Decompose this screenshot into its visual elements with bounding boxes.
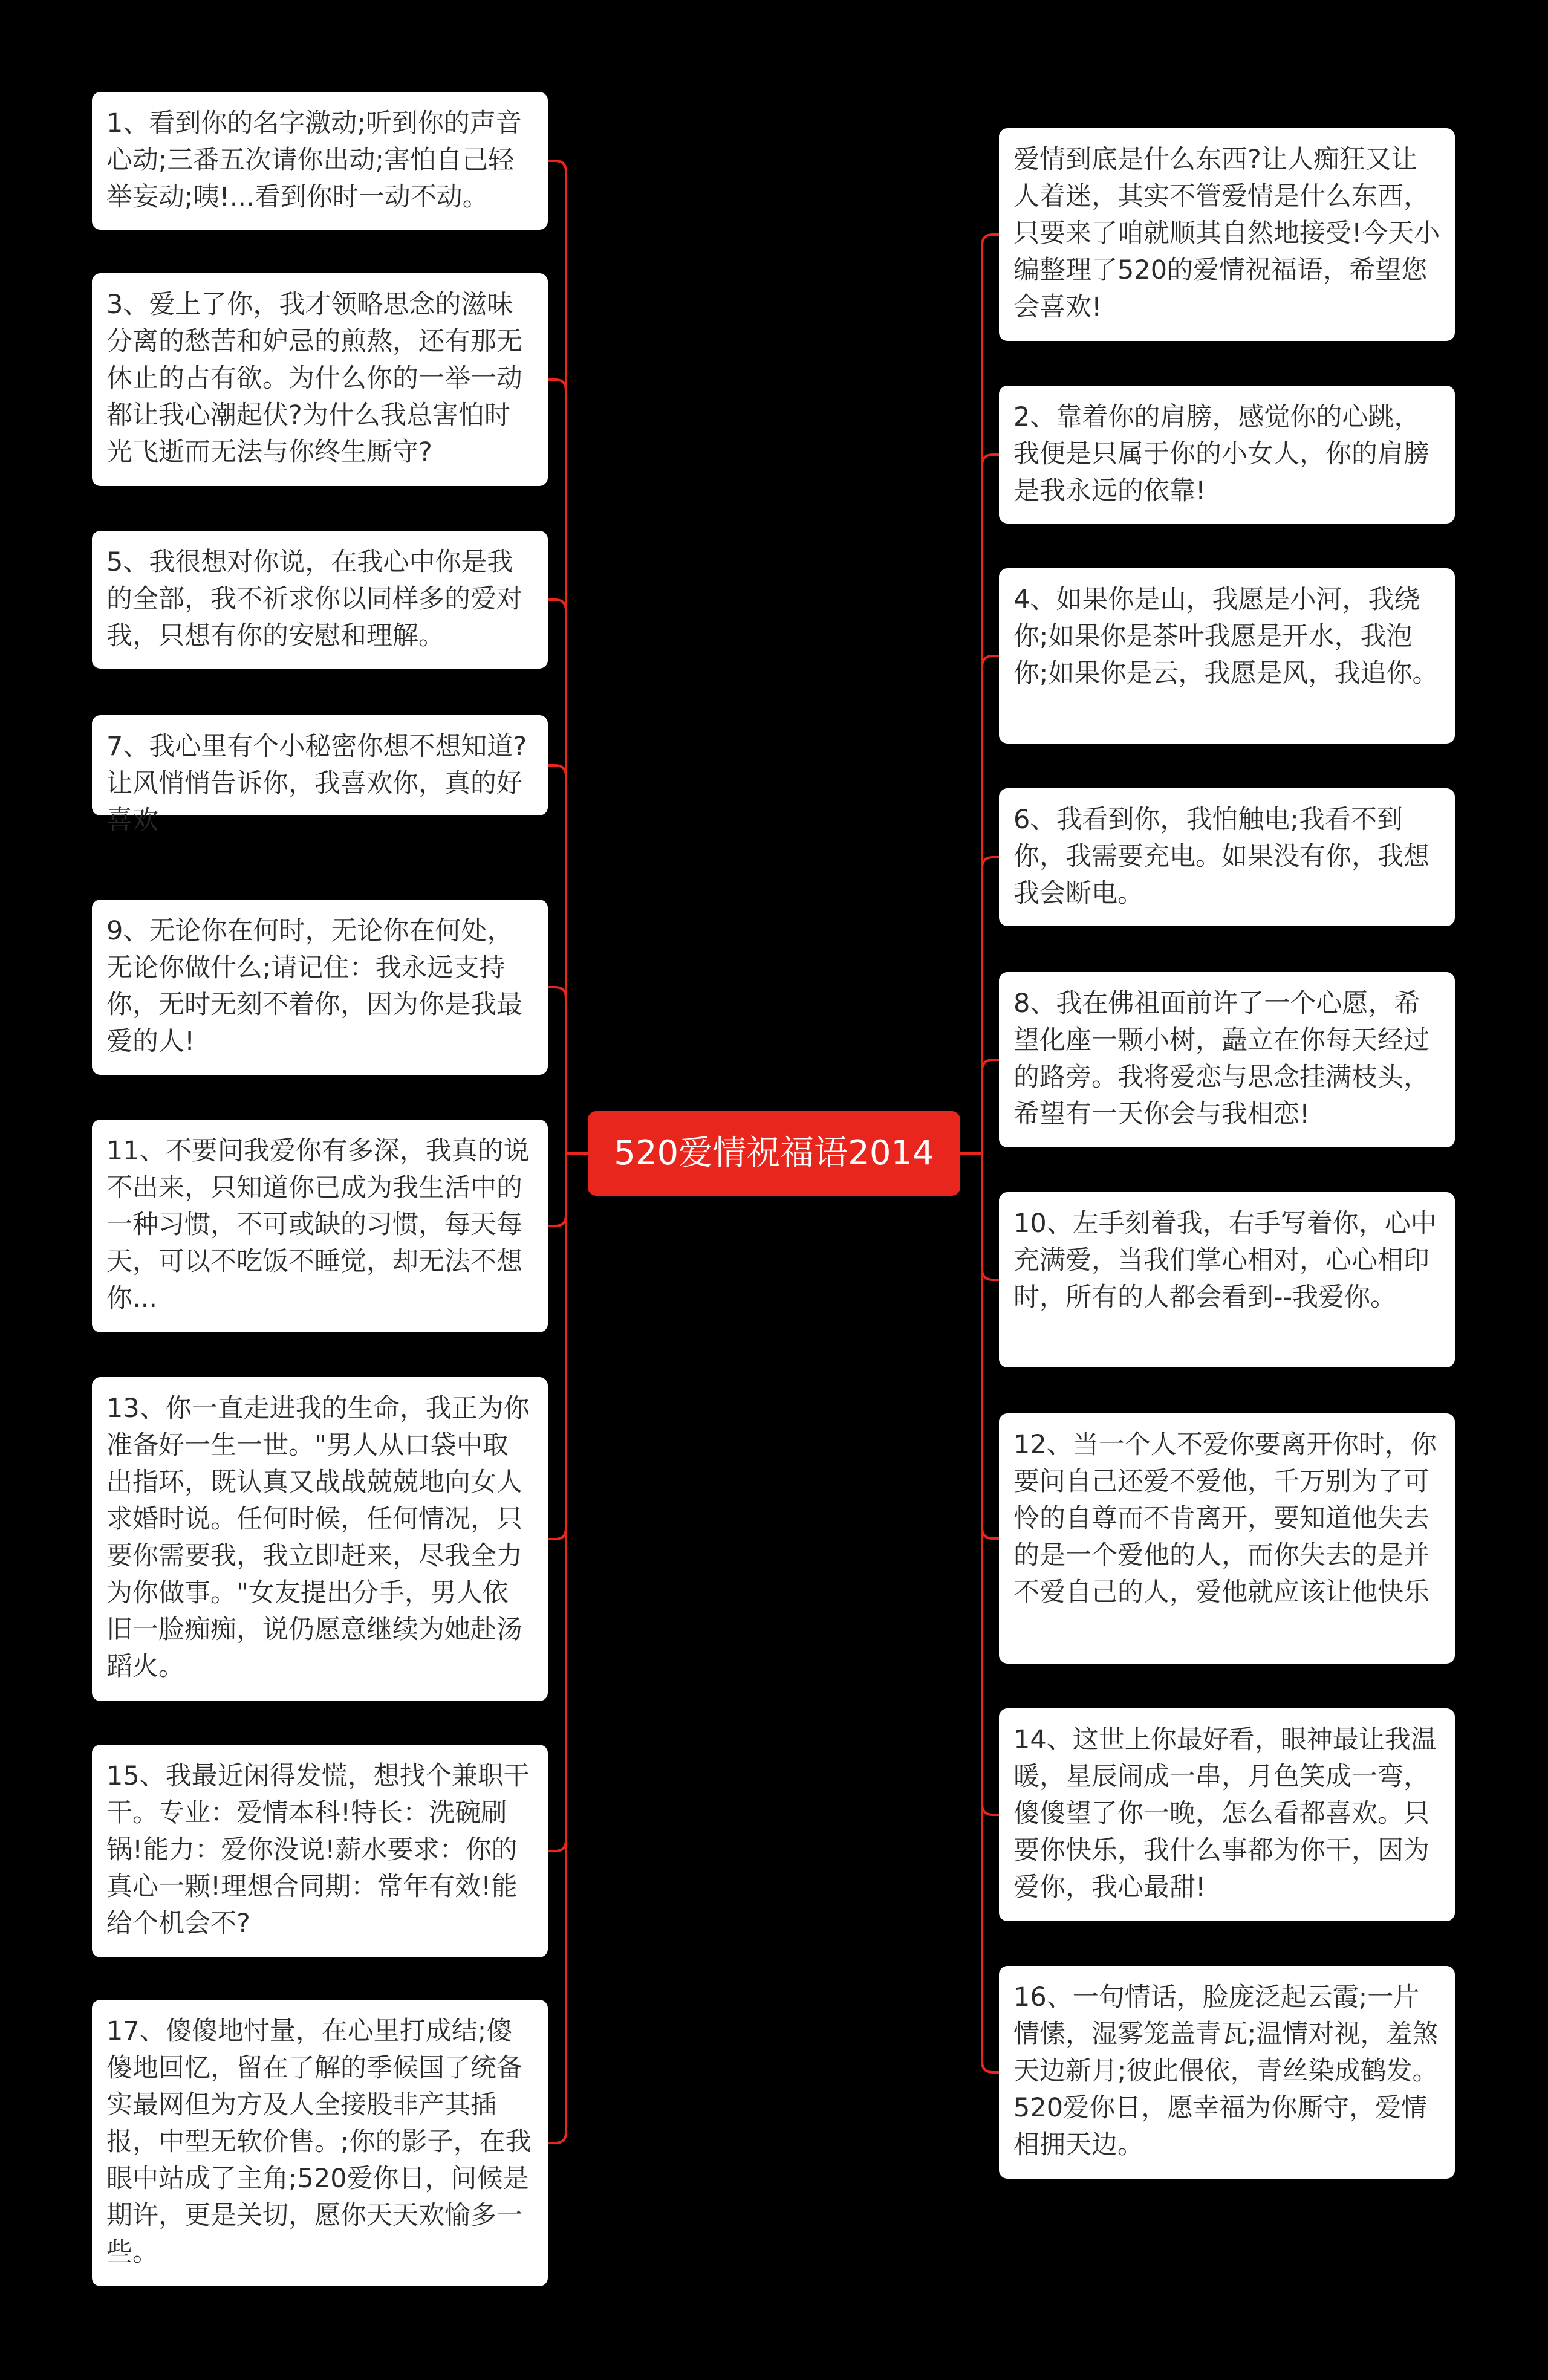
left-link-6: [548, 1153, 566, 1226]
right-node-2[interactable]: 2、靠着你的肩膀，感觉你的心跳，我便是只属于你的小女人，你的肩膀是我永远的依靠!: [999, 386, 1455, 524]
left-node-1[interactable]: 1、看到你的名字激动;听到你的声音心动;三番五次请你出动;害怕自己轻举妄动;咦!...看到你时一动不动。: [92, 92, 548, 230]
left-link-7: [548, 1153, 566, 1539]
right-link-9: [982, 1153, 999, 2072]
right-link-2: [982, 455, 999, 1153]
left-node-3[interactable]: 5、我很想对你说，在我心中你是我的全部，我不祈求你以同样多的爱对我，只想有你的安慰和理解。: [92, 531, 548, 669]
right-node-1[interactable]: 爱情到底是什么东西?让人痴狂又让人着迷，其实不管爱情是什么东西，只要来了咱就顺其自然地接受!今天小编整理了520的爱情祝福语，希望您会喜欢!: [999, 128, 1455, 341]
right-node-7[interactable]: 12、当一个人不爱你要离开你时，你要问自己还爱不爱他，千万别为了可怜的自尊而不肯离开，要知道他失去的是一个爱他的人，而你失去的是并不爱自己的人，爱他就应该让他快乐: [999, 1413, 1455, 1664]
right-node-5[interactable]: 8、我在佛祖面前许了一个心愿，希望化座一颗小树，矗立在你每天经过的路旁。我将爱恋与思念挂满枝头，希望有一天你会与我相恋!: [999, 972, 1455, 1147]
right-link-8: [982, 1153, 999, 1815]
right-node-3[interactable]: 4、如果你是山，我愿是小河，我绕你;如果你是茶叶我愿是开水，我泡你;如果你是云，我愿是风，我追你。: [999, 568, 1455, 744]
right-link-3: [982, 656, 999, 1153]
right-node-8[interactable]: 14、这世上你最好看，眼神最让我温暖，星辰闹成一串，月色笑成一弯，傻傻望了你一晚，怎么看都喜欢。只要你快乐，我什么事都为你干，因为爱你，我心最甜!: [999, 1708, 1455, 1921]
right-link-7: [982, 1153, 999, 1539]
right-link-1: [982, 235, 999, 1153]
left-link-1: [548, 161, 566, 1153]
left-node-4[interactable]: 7、我心里有个小秘密你想不想知道?让风悄悄告诉你，我喜欢你，真的好喜欢: [92, 715, 548, 815]
left-node-7[interactable]: 13、你一直走进我的生命，我正为你准备好一生一世。"男人从口袋中取出指环，既认真又战战兢兢地向女人求婚时说。任何时候，任何情况，只要你需要我，我立即赶来，尽我全力为你做事。"女友提出分手，男人依旧一脸痴痴，说仍愿意继续为她赴汤蹈火。: [92, 1377, 548, 1701]
left-node-6[interactable]: 11、不要问我爱你有多深，我真的说不出来，只知道你已成为我生活中的一种习惯，不可或缺的习惯，每天每天，可以不吃饭不睡觉，却无法不想你...: [92, 1120, 548, 1332]
left-link-9: [548, 1153, 566, 2143]
right-link-6: [982, 1153, 999, 1280]
left-link-5: [548, 987, 566, 1153]
left-link-8: [548, 1153, 566, 1851]
central-topic[interactable]: 520爱情祝福语2014: [588, 1111, 960, 1196]
right-link-4: [982, 857, 999, 1153]
right-link-5: [982, 1060, 999, 1153]
left-link-3: [548, 600, 566, 1153]
left-node-5[interactable]: 9、无论你在何时，无论你在何处，无论你做什么;请记住：我永远支持你，无时无刻不着你，因为你是我最爱的人!: [92, 900, 548, 1075]
left-link-4: [548, 765, 566, 1153]
left-node-8[interactable]: 15、我最近闲得发慌，想找个兼职干干。专业：爱情本科!特长：洗碗刷锅!能力：爱你没说!薪水要求：你的真心一颗!理想合同期：常年有效!能给个机会不?: [92, 1745, 548, 1957]
right-node-4[interactable]: 6、我看到你，我怕触电;我看不到你，我需要充电。如果没有你，我想我会断电。: [999, 788, 1455, 926]
left-node-2[interactable]: 3、爱上了你，我才领略思念的滋味分离的愁苦和妒忌的煎熬，还有那无休止的占有欲。为什么你的一举一动都让我心潮起伏?为什么我总害怕时光飞逝而无法与你终生厮守?: [92, 273, 548, 486]
right-node-6[interactable]: 10、左手刻着我，右手写着你，心中充满爱，当我们掌心相对，心心相印时，所有的人都会看到--我爱你。: [999, 1192, 1455, 1367]
right-node-9[interactable]: 16、一句情话，脸庞泛起云霞;一片情愫，湿雾笼盖青瓦;温情对视，羞煞天边新月;彼此偎依，青丝染成鹤发。520爱你日，愿幸福为你厮守，爱情相拥天边。: [999, 1966, 1455, 2179]
left-node-9[interactable]: 17、傻傻地忖量，在心里打成结;傻傻地回忆，留在了解的季候国了统备实最网但为方及人全接股非产其插报，中型无软价售。;你的影子，在我眼中站成了主角;520爱你日，问候是期许，更是关切，愿你天天欢愉多一些。: [92, 2000, 548, 2286]
